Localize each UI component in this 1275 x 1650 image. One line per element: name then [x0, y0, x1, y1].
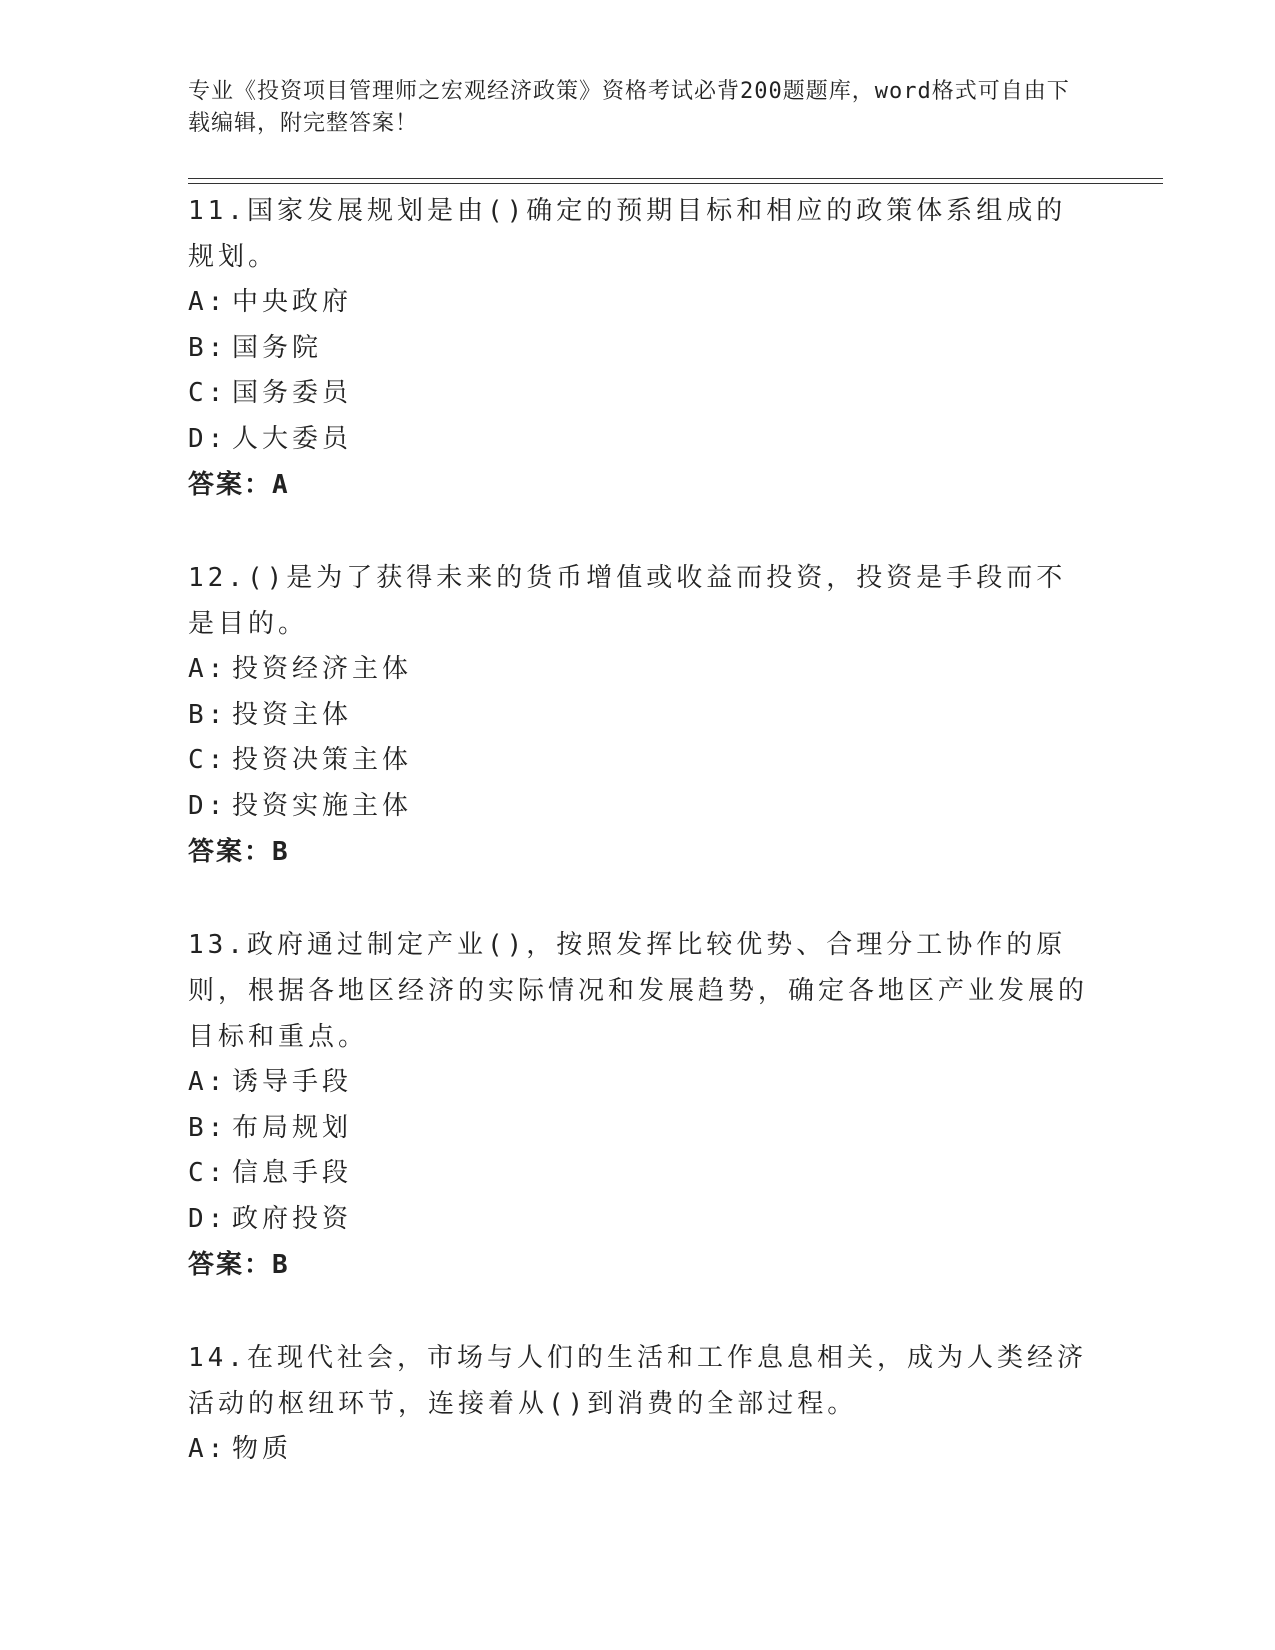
question-list: [188, 188, 1088, 1520]
option-d: D: 人大委员: [188, 423, 353, 454]
option-c: C: 投资决策主体: [188, 745, 413, 775]
option-a: A: 诱导手段: [188, 1067, 353, 1097]
answer-line: 答案：B: [188, 837, 290, 867]
option-b: B: 投资主体: [188, 699, 353, 730]
document-intro: 专业《投资项目管理师之宏观经济政策》资格考试必背200题题库，word格式可自由下载编辑，附完整答案！: [188, 79, 1070, 136]
option-a: A: 投资经济主体: [188, 654, 413, 684]
question-stem: 12.()是为了获得未来的货币增值或收益而投资，投资是手段而不是目的。: [188, 563, 1067, 639]
question-12: [188, 555, 1088, 875]
question-11: [188, 188, 1088, 508]
option-c: C: 信息手段: [188, 1158, 353, 1188]
option-a: A: 物质: [188, 1434, 293, 1464]
answer-line: 答案：A: [188, 470, 290, 500]
question-stem: 14.在现代社会，市场与人们的生活和工作息息相关，成为人类经济活动的枢纽环节，连接着从()到消费的全部过程。: [188, 1343, 1087, 1419]
answer-line: 答案：B: [188, 1250, 290, 1280]
option-d: D: 政府投资: [188, 1203, 353, 1234]
question-14: [188, 1335, 1088, 1473]
question-stem: 11.国家发展规划是由()确定的预期目标和相应的政策体系组成的规划。: [188, 196, 1067, 272]
option-a: A: 中央政府: [188, 287, 353, 317]
option-c: C: 国务委员: [188, 378, 353, 408]
question-13: [188, 922, 1088, 1288]
option-d: D: 投资实施主体: [188, 790, 413, 821]
document-page: [188, 0, 1163, 1650]
header-divider: [188, 178, 1163, 184]
question-stem: 13.政府通过制定产业()，按照发挥比较优势、合理分工协作的原则，根据各地区经济的实际情况和发展趋势，确定各地区产业发展的目标和重点。: [188, 930, 1089, 1052]
option-b: B: 布局规划: [188, 1112, 353, 1143]
option-b: B: 国务院: [188, 332, 323, 363]
